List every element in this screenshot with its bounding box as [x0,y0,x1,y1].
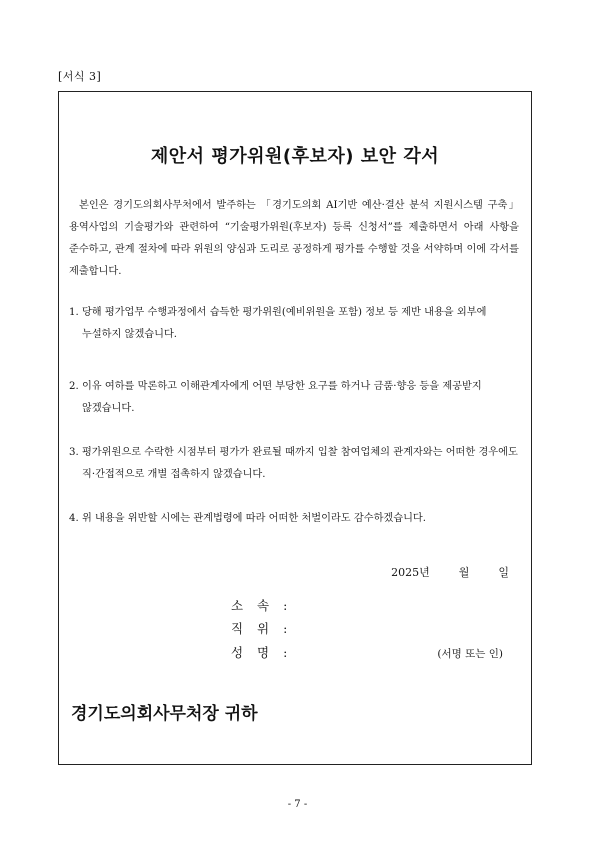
pledge-item-3: 3. 평가위원으로 수락한 시점부터 평가가 완료될 때까지 입찰 참여업체의 관계자와는 어떠한 경우에도 직·간접적으로 개별 접촉하지 않겠습니다. [69,447,518,480]
date-year: 2025년 [391,566,430,579]
page-number: - 7 - [287,799,308,810]
name-row [231,643,292,661]
name-label: 성 명 : [231,645,293,660]
document-title: 제안서 평가위원(후보자) 보안 각서 [150,146,440,167]
form-number-label: [서식 3] [58,70,102,83]
intro-paragraph: 본인은 경기도의회사무처에서 발주하는 「경기도의회 AI기반 예산·결산 분석 지원시스템 구축」 용역사업의 기술평가와 관련하여 “기술평가위원(후보자) 등록 신청서”를 제출하면서 아래 사항을 준수하고, 관계 절차에 따라 위원의 양심과 도리로 공정하게 평가를 수행할 것을 서약하며 이에 각서를 제출합니다. [69,200,519,277]
date-day: 일 [498,566,509,579]
signature-note: (서명 또는 인) [437,648,503,660]
affiliation-row [231,596,292,614]
pledge-item-1: 1. 당해 평가업무 수행과정에서 습득한 평가위원(예비위원을 포함) 정보 등 제반 내용을 외부에 누설하지 않겠습니다. [69,307,487,340]
date-month: 월 [458,566,470,579]
date-line [391,564,509,580]
pledge-item-2: 2. 이유 여하를 막론하고 이해관계자에게 어떤 부당한 요구를 하거나 금품·향응 등을 제공받지 않겠습니다. [69,381,482,414]
pledge-form-frame [58,91,532,765]
pledge-item-4: 4. 위 내용을 위반할 시에는 관계법령에 따라 어떠한 처벌이라도 감수하겠습니다. [69,513,427,524]
position-label: 직 위 : [231,621,293,636]
addressee: 경기도의회사무처장 귀하 [71,704,258,724]
affiliation-label: 소 속 : [231,598,293,613]
position-row [231,619,292,637]
